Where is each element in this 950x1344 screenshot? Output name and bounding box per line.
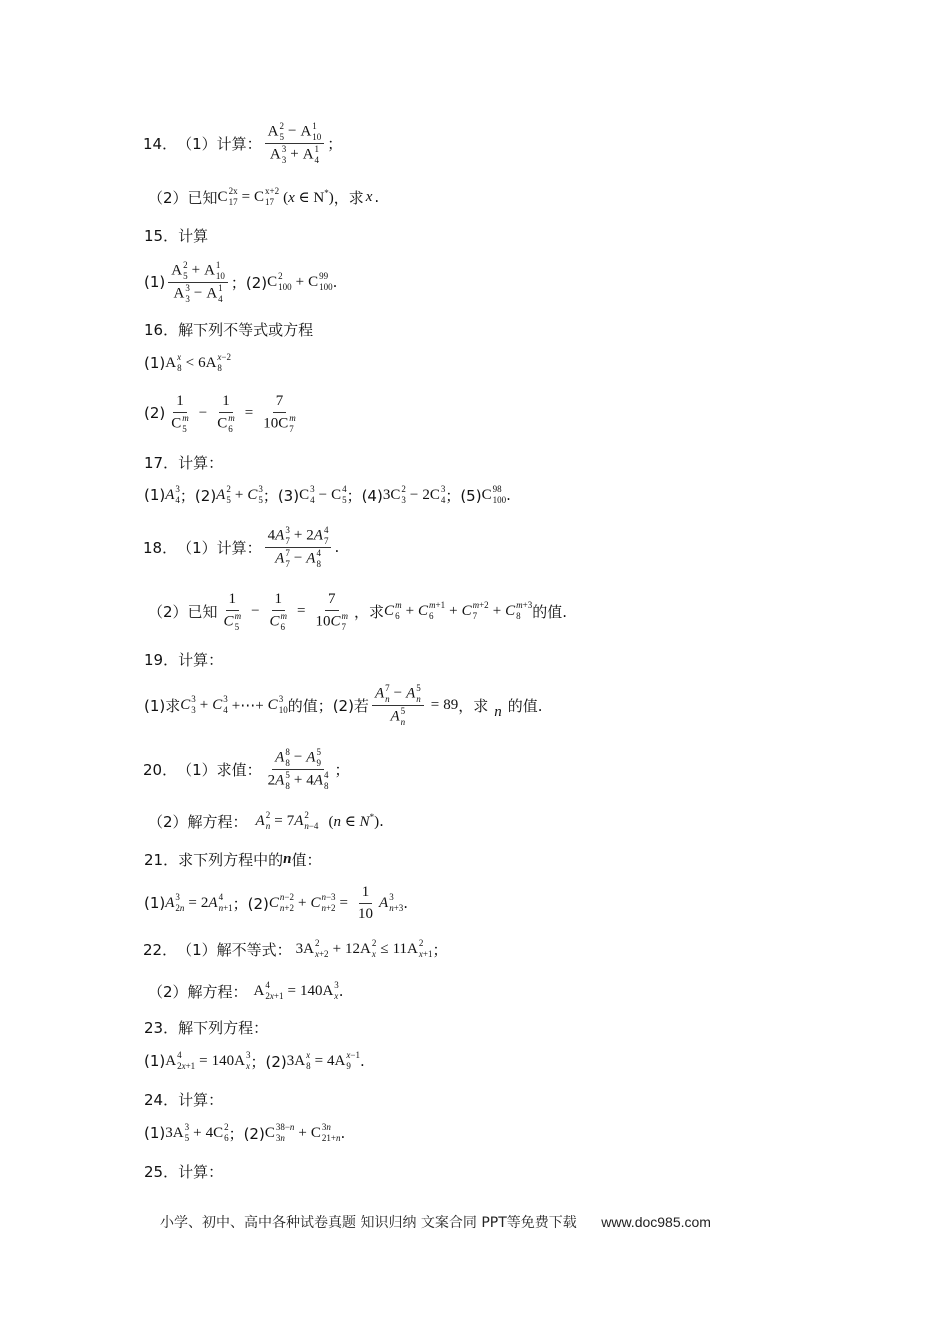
problem-22-part-1 — [143, 936, 447, 962]
problem-22-part-2 — [148, 978, 344, 1004]
separator: ；(2) — [179, 486, 217, 505]
formula: C 2 100 + C 99 100 — [267, 271, 333, 292]
instruction: （1）解不等式： — [177, 940, 292, 959]
instruction: （2）解方程： — [148, 982, 248, 1001]
text: ，求 — [458, 696, 489, 715]
text: (1)求 — [144, 696, 181, 715]
footer-text: 小学、初中、高中各种试卷真题 知识归纳 文案合同 PPT等免费下载 — [160, 1215, 577, 1231]
problem-title: 17．计算： — [144, 453, 224, 472]
problem-25-title — [144, 1160, 223, 1182]
problem-16-line-2 — [144, 390, 302, 436]
formula: A x 8 < 6A x−2 8 — [165, 352, 231, 373]
problem-title: 15．计算 — [144, 226, 209, 245]
problem-24-line — [144, 1120, 345, 1146]
formula-fraction: 4A 3 7 + 2A 4 7 A 7 7 − A 4 8 — [265, 527, 332, 568]
variable: x — [365, 188, 373, 205]
problem-23-line — [144, 1048, 365, 1074]
text: 的值. — [507, 696, 543, 715]
problem-14-part-1 — [143, 118, 342, 168]
problem-number: 18． — [143, 538, 178, 557]
instruction: （2）已知 — [148, 602, 218, 621]
formula: A 4 2x+1 = 140A 3 x — [165, 1050, 251, 1071]
punctuation: ； — [327, 134, 343, 153]
instruction: （2）已知 — [148, 188, 218, 207]
punctuation: . — [379, 812, 384, 830]
label: (1) — [144, 273, 166, 291]
formula: 1 C m 5 − 1 C m 6 = 7 10C m 7 — [223, 591, 349, 632]
label: (1) — [144, 1124, 166, 1142]
formula: C m 6 + C m+1 6 + C m+2 7 + C m+3 8 — [384, 600, 533, 621]
separator: ；(4) — [346, 486, 383, 505]
formula: C 2x 17 = C x+2 17 (x ∈ N*) — [217, 186, 334, 207]
formula-fraction: A 2 5 − A 1 10 A 3 3 + A 1 4 — [265, 123, 325, 164]
formula: C n−2 n+2 + C n−3 n+2 = $\frac{1}{10}$ A 3 n+3 — [268, 883, 404, 922]
separator: ；(2) — [230, 273, 268, 292]
separator: ；(3) — [262, 486, 300, 505]
formula: 3C 2 3 − 2C 3 4 — [382, 484, 446, 505]
problem-number: 20． — [143, 760, 178, 779]
problem-17-title — [144, 451, 223, 473]
separator: ；(5) — [445, 486, 482, 505]
problem-title: 25．计算： — [144, 1162, 224, 1181]
formula: C 3 4 − C 4 5 — [299, 484, 347, 505]
label: (1) — [144, 354, 166, 372]
punctuation: . — [374, 188, 380, 206]
text: ，求 — [354, 602, 385, 621]
problem-number: 14． — [143, 134, 178, 153]
label: (1) — [144, 1052, 166, 1070]
problem-title: 24．计算： — [144, 1090, 224, 1109]
punctuation: ； — [334, 760, 350, 779]
punctuation: . — [334, 538, 340, 556]
punctuation: . — [506, 486, 511, 504]
problem-20-part-2 — [148, 808, 384, 834]
formula: 3A 3 5 + 4C 2 6 — [165, 1122, 229, 1143]
text: 21．求下列方程中的 — [144, 850, 284, 869]
text: 值： — [291, 850, 322, 869]
problem-18-part-1 — [143, 522, 339, 572]
problem-16-title — [144, 318, 313, 340]
instruction: （1）计算： — [177, 134, 262, 153]
problem-15-title — [144, 224, 208, 246]
problem-title: 19．计算： — [144, 650, 224, 669]
problem-17-line — [144, 482, 511, 508]
variable: n — [283, 850, 292, 867]
punctuation: . — [332, 273, 338, 291]
formula: 3A 2 x+2 + 12A 2 x ≤ 11A 2 x+1 — [295, 938, 433, 959]
problem-21-title — [144, 848, 321, 870]
formula-fraction: A 2 5 + A 1 10 A 3 3 − A 1 4 — [168, 262, 228, 303]
formula: A 2 n = 7 A 2 n−4 (n ∈ N*) — [255, 810, 380, 831]
separator: ；(2) — [228, 1124, 265, 1143]
problem-14-part-2 — [148, 184, 379, 210]
page-footer — [160, 1212, 711, 1232]
instruction: （1）求值： — [177, 760, 262, 779]
formula: C 98 100 — [481, 484, 507, 505]
problem-24-title — [144, 1088, 223, 1110]
problem-15-line — [144, 258, 337, 306]
formula: C 3 3 + C 3 4 +⋯+ C 3 10 — [180, 694, 288, 715]
instruction: （2）解方程： — [148, 812, 248, 831]
punctuation: . — [403, 894, 409, 912]
formula: A 3 2n = 2 A 4 n+1 — [165, 892, 233, 913]
formula: A 7 n − A 5 n A 5 n = 89 — [369, 685, 458, 726]
formula: 3A x 8 = 4A x−1 9 — [286, 1050, 360, 1071]
problem-19-line — [144, 680, 543, 730]
separator: ；(2) — [250, 1052, 287, 1071]
text: ，求 — [333, 188, 364, 207]
problem-20-part-1 — [143, 744, 349, 794]
punctuation: ； — [432, 940, 448, 959]
formula: 1 C m 5 − 1 C m 6 = 7 10C m 7 — [171, 393, 296, 434]
punctuation: . — [338, 982, 344, 1000]
footer-link[interactable]: www.doc985.com — [601, 1214, 711, 1230]
problem-16-line-1 — [144, 350, 231, 376]
label: (1) — [144, 486, 166, 504]
punctuation: . — [359, 1052, 365, 1070]
problem-19-title — [144, 648, 223, 670]
formula: A 3 4 — [165, 484, 180, 505]
problem-title: 23．解下列方程： — [144, 1018, 269, 1037]
problem-21-line — [144, 880, 408, 926]
problem-title: 16．解下列不等式或方程 — [144, 320, 314, 339]
problem-number: 22． — [143, 940, 178, 959]
label: (1) — [144, 894, 166, 912]
instruction: （1）计算： — [177, 538, 262, 557]
formula-fraction: A 8 8 − A 5 9 2A 5 8 + 4A 4 8 — [267, 746, 329, 791]
label: (2) — [144, 404, 166, 422]
text: 的值. — [532, 602, 568, 621]
separator: ；(2) — [232, 894, 269, 913]
punctuation: . — [340, 1124, 346, 1142]
formula: C 38−n 3n + C 3n 21+n — [264, 1122, 341, 1143]
variable: n — [494, 703, 502, 720]
text: 的值；(2)若 — [287, 696, 369, 715]
formula: A 2 5 + C 3 5 — [216, 484, 263, 505]
problem-23-title — [144, 1016, 268, 1038]
problem-18-part-2 — [148, 586, 567, 636]
formula: A 4 2x+1 = 140A 3 x — [253, 980, 339, 1001]
